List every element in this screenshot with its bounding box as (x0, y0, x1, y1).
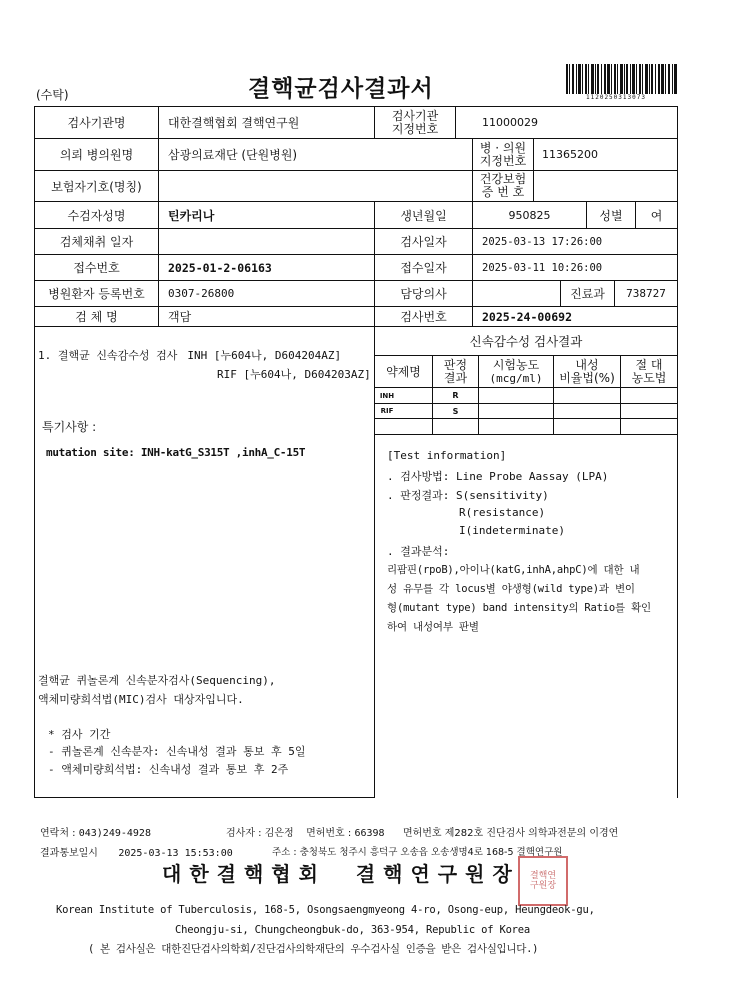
notify-line (40, 844, 233, 859)
analysis-line-4: 하여 내성여부 판별 (387, 621, 479, 633)
receipt-number-label: 접수번호 (73, 261, 120, 275)
mutation-site: mutation site: INH-katG_S315T ,inhA_C-15T (46, 446, 306, 459)
insurer-value (162, 171, 472, 201)
english-address-2: Cheongju-si, Chungcheongbuk-do, 363-954, Republic of Korea (175, 924, 531, 936)
patient-reg-number-label: 병원환자 등록번호 (48, 287, 145, 301)
test-period-quinolone: - 퀴놀론계 신속분자: 신속내성 결과 통보 후 5일 (48, 745, 306, 758)
requesting-hospital-value: 삼광의료재단 (단원병원) (168, 148, 298, 162)
sex-label: 성별 (599, 208, 623, 223)
analysis-title: . 결과분석: (387, 545, 450, 558)
sequencing-note-2: 액체미량희석법(MIC)검사 대상자입니다. (38, 693, 244, 706)
barcode-number: 1120250313073 (586, 94, 646, 101)
health-insurance-value (536, 171, 676, 201)
col-drug-name: 약제명 (386, 365, 421, 379)
contact-label: 연락처 : (40, 828, 76, 839)
lab-name-label: 검사기관명 (67, 116, 126, 130)
birth-date-value: 950825 (508, 208, 551, 222)
barcode-icon (566, 64, 678, 94)
patient-name-label: 수검자성명 (67, 208, 126, 223)
test-period-title: * 검사 기간 (48, 728, 111, 741)
results-section-title: 신속감수성 검사결과 (469, 334, 583, 349)
lab-name-value: 대한결핵협회 결핵연구원 (168, 116, 300, 130)
institute-name: 대한결핵협회 결핵연구원장 (162, 862, 520, 886)
patient-reg-number-value: 0307-26800 (168, 287, 235, 300)
official-seal (518, 856, 568, 906)
lab-id-value: 11000029 (482, 116, 538, 129)
analysis-line-1: 리팜핀(rpoB),아이나(katG,inhA,ahpC)에 대한 내 (387, 564, 640, 576)
test-method: . 검사방법: Line Probe Aassay (LPA) (387, 470, 609, 483)
lab-id-label: 검사기관 지정번호 (391, 108, 439, 136)
row-rif-result: S (452, 406, 459, 416)
hospital-id-value: 11365200 (542, 148, 598, 161)
test-info-title: [Test information] (387, 449, 507, 462)
collection-date-label: 검체채취 일자 (59, 235, 134, 249)
department-label: 진료과 (570, 287, 605, 301)
patient-name-value: 틴카리나 (168, 208, 215, 223)
rif-drug-code: RIF [누604나, D604203AZ] (217, 368, 371, 381)
doctor-value (476, 281, 560, 306)
test-number-label: 검사번호 (400, 310, 447, 324)
rapid-test-title: 1. 결핵균 신속감수성 검사 (38, 349, 178, 362)
judgement-s: . 판정결과: S(sensitivity) (387, 489, 549, 502)
test-date-label: 검사일자 (400, 235, 447, 249)
receipt-date-value: 2025-03-11 10:26:00 (482, 261, 603, 274)
rapid-test-line-1 (38, 347, 341, 363)
row-inh-drug: INH (379, 391, 395, 400)
birth-date-label: 생년월일 (400, 208, 447, 223)
receipt-tag: (수탁) (36, 88, 69, 102)
collection-date-value (162, 229, 374, 254)
test-number-value: 2025-24-00692 (482, 309, 573, 324)
tester-label: 검사자 : (226, 828, 262, 839)
col-judgement: 판정 결과 (443, 357, 468, 385)
sequencing-note-1: 결핵균 퀴놀론계 신속분자검사(Sequencing), (38, 674, 276, 687)
col-test-concentration: 시험농도 (mcg/ml) (489, 357, 543, 385)
health-insurance-label: 건강보험 증 번 호 (479, 172, 527, 199)
doctor-label: 담당의사 (400, 287, 447, 301)
seal-text: 결핵연구원장 (529, 871, 557, 891)
inh-drug-code: INH [누604나, D604204AZ] (187, 349, 342, 362)
test-period-mic: - 액체미량희석법: 신속내성 결과 통보 후 2주 (48, 763, 289, 776)
insurer-label: 보험자기호(명칭) (51, 179, 142, 194)
department-value: 738727 (626, 287, 666, 300)
receipt-number-value: 2025-01-2-06163 (168, 260, 272, 275)
english-address-1: Korean Institute of Tuberculosis, 168-5, Osongsaengmyeong 4-ro, Osong-eup, Heungdeok-gu, (56, 904, 595, 916)
contact-line (40, 824, 151, 839)
notify-value: 2025-03-13 15:53:00 (118, 848, 233, 859)
sex-value: 여 (650, 208, 663, 223)
special-notes-label: 특기사항 : (42, 420, 97, 434)
specialist-license: 면허번호 제282호 진단검사 의학과전문의 이경연 (402, 828, 619, 839)
judgement-i: I(indeterminate) (459, 524, 565, 537)
col-resistance-ratio: 내성 비율법(%) (559, 357, 615, 385)
row-inh-result: R (452, 391, 459, 400)
tester-name: 김은정 (264, 828, 294, 839)
license-label: 면허번호 : (306, 828, 352, 839)
tester-line (226, 824, 618, 839)
receipt-date-label: 접수일자 (400, 261, 447, 275)
license-value: 66398 (354, 828, 385, 839)
specimen-value: 객담 (168, 310, 192, 324)
page-title: 결핵균검사결과서 (248, 76, 434, 102)
specimen-label: 검 체 명 (75, 310, 118, 324)
hospital-id-label: 병 · 의원 지정번호 (479, 140, 527, 168)
notify-label: 결과통보일시 (40, 848, 98, 859)
certification-note: ( 본 검사실은 대한진단검사의학회/진단검사의학재단의 우수검사실 인증을 받은 검사실입니다.) (88, 943, 539, 955)
address: 주소 : 충청북도 청주시 흥덕구 오송읍 오송생명4로 168-5 결핵연구원 (272, 847, 563, 858)
analysis-line-2: 성 유무를 각 locus별 야생형(wild type)과 변이 (387, 583, 635, 595)
test-date-value: 2025-03-13 17:26:00 (482, 235, 603, 248)
row-rif-drug: RIF (380, 407, 394, 415)
contact-value: 043)249-4928 (78, 828, 151, 839)
barcode (566, 64, 678, 94)
analysis-line-3: 형(mutant type) band intensity의 Ratio를 확인 (387, 602, 651, 614)
judgement-r: R(resistance) (459, 506, 546, 519)
col-absolute-concentration: 절 대 농도법 (631, 357, 667, 385)
requesting-hospital-label: 의뢰 병의원명 (59, 148, 134, 162)
